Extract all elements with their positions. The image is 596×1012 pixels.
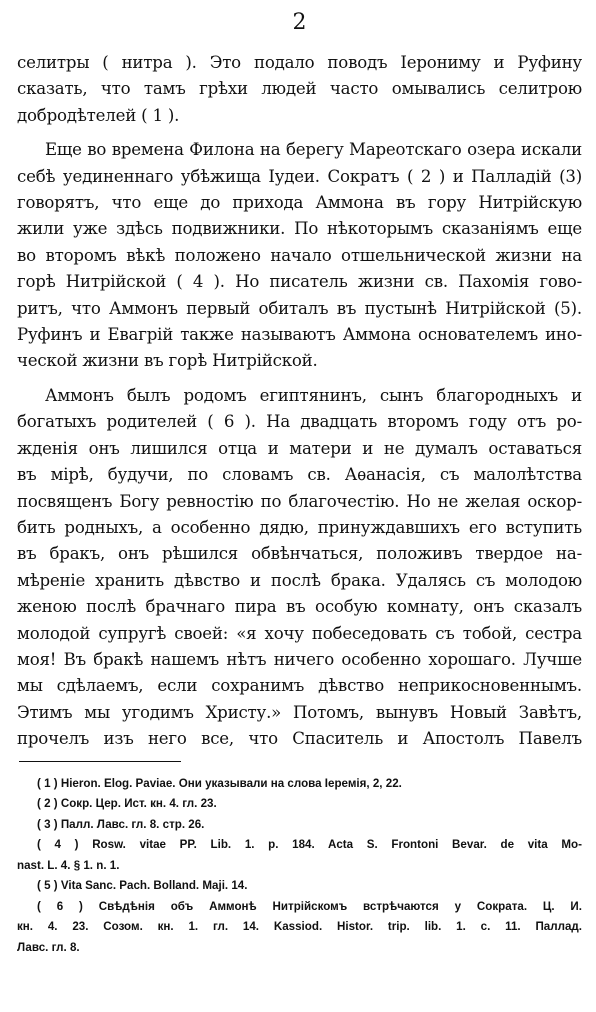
text-line: добродѣтелей ( 1 ). bbox=[17, 105, 180, 125]
text-line: въ мірѣ, будучи, по словамъ св. Аѳанасія, съ малолѣтства bbox=[17, 465, 582, 485]
footnote-2 bbox=[17, 794, 582, 815]
footnote-line: ( 5 ) Vita Sanc. Pach. Bolland. Maji. 14. bbox=[37, 879, 248, 893]
footnote-line: Лавс. гл. 8. bbox=[17, 940, 80, 954]
text-line: сказать, что тамъ грѣхи людей часто омывались селитрою bbox=[17, 79, 582, 99]
text-line: молодой супругѣ своей: «я хочу побеседовать съ тобой, сестра bbox=[17, 623, 582, 643]
text-line: мѣреніе хранить дѣвство и послѣ брака. Удалясь съ молодою bbox=[17, 570, 582, 590]
text-line: селитры ( нитра ). Это подало поводъ Іерониму и Руфину bbox=[17, 53, 582, 72]
text-line: женою послѣ брачнаго пира въ особую комнату, онъ сказалъ bbox=[17, 597, 582, 617]
text-line: Руфинъ и Евагрій также называютъ Аммона основателемъ ино- bbox=[17, 325, 582, 345]
text-line: богатыхъ родителей ( 6 ). На двадцать второмъ году отъ ро- bbox=[17, 412, 582, 432]
main-text bbox=[17, 50, 582, 753]
footnote-line: ( 6 ) Свѣдѣнія объ Аммонѣ Нитрійскомъ встрѣчаются у Сократа. Ц. И. bbox=[37, 899, 582, 913]
text-line: себѣ уединеннаго убѣжища Іудеи. Сократъ ( 2 ) и Палладій (3) bbox=[17, 166, 582, 186]
text-line: во второмъ вѣкѣ положено начало отшельнической жизни на bbox=[17, 245, 582, 265]
text-line: ритъ, что Аммонъ первый обиталъ въ пустынѣ Нитрійской (5). bbox=[17, 298, 582, 318]
text-line: посвященъ Богу ревностію по благочестію. Но не желая оскор- bbox=[17, 491, 582, 511]
text-line: моя! Въ бракѣ нашемъ нѣтъ ничего особенно хорошаго. Лучше bbox=[17, 649, 582, 669]
paragraph-1 bbox=[17, 50, 582, 129]
footnote-line: кн. 4. 23. Созом. кн. 1. гл. 14. Kassiod. Histor. trip. lib. 1. c. 11. Паллад. bbox=[17, 920, 582, 934]
footnote-6 bbox=[17, 897, 582, 959]
text-line: жили уже здѣсь подвижники. По нѣкоторымъ сказаніямъ еще bbox=[17, 219, 582, 239]
footnote-5 bbox=[17, 876, 582, 897]
text-line: мы сдѣлаемъ, если сохранимъ дѣвство неприкосновеннымъ. bbox=[17, 676, 582, 696]
footnote-line: nast. L. 4. § 1. n. 1. bbox=[17, 858, 120, 872]
footnote-line: ( 1 ) Hieron. Elog. Paviae. Они указывали на слова Іеремія, 2, 22. bbox=[37, 776, 402, 790]
text-line: прочелъ изъ него все, что Спаситель и Апостолъ Павелъ bbox=[17, 729, 582, 749]
text-line: бить родныхъ, а особенно дядю, принуждавшихъ его вступить bbox=[17, 517, 582, 537]
paragraph-3 bbox=[17, 383, 582, 753]
paragraph-2 bbox=[17, 137, 582, 375]
text-line: горѣ Нитрійской ( 4 ). Но писатель жизни св. Пахомія гово- bbox=[17, 272, 582, 292]
footnote-divider bbox=[19, 761, 181, 762]
text-line: Аммонъ былъ родомъ египтянинъ, сынъ благородныхъ и bbox=[45, 385, 582, 405]
text-line: говорятъ, что еще до прихода Аммона въ гору Нитрійскую bbox=[17, 193, 582, 213]
text-line: Этимъ мы угодимъ Христу.» Потомъ, вынувъ Новый Завѣтъ, bbox=[17, 702, 582, 722]
page-number: 2 bbox=[292, 10, 307, 35]
footnote-line: ( 2 ) Сокр. Цер. Ист. кн. 4. гл. 23. bbox=[37, 797, 217, 811]
text-line: жденія онъ лишился отца и матери и не думалъ оставаться bbox=[17, 438, 582, 458]
footnote-4 bbox=[17, 835, 582, 876]
text-line: ческой жизни въ горѣ Нитрійской. bbox=[17, 351, 318, 371]
footnote-line: ( 3 ) Палл. Лавс. гл. 8. стр. 26. bbox=[37, 817, 205, 831]
footnote-1 bbox=[17, 774, 582, 795]
footnote-3 bbox=[17, 815, 582, 836]
footnote-line: ( 4 ) Rosw. vitae PP. Lib. 1. p. 184. Acta S. Frontoni Bevar. de vita Mo- bbox=[37, 838, 582, 852]
text-line: Еще во времена Филона на берегу Мареотскаго озера искали bbox=[45, 140, 582, 160]
footnotes bbox=[17, 774, 582, 959]
text-line: въ бракъ, онъ рѣшился обвѣнчаться, положивъ твердое на- bbox=[17, 544, 582, 564]
